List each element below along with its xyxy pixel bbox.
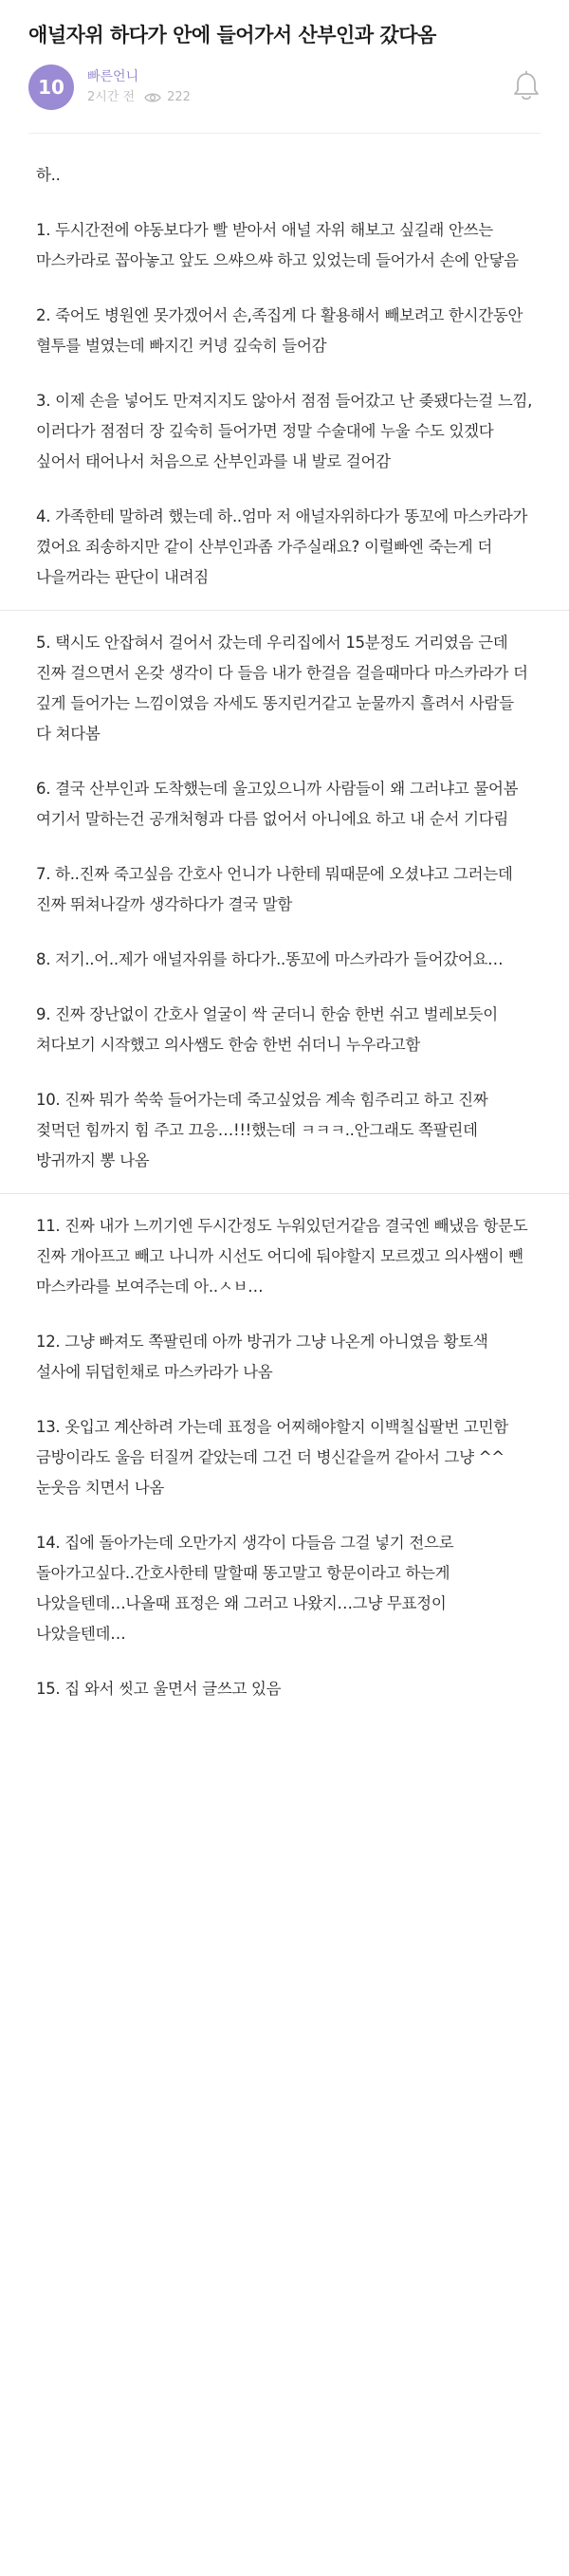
paragraph: 8. 저기..어..제가 애널자위를 하다가..똥꼬에 마스카라가 들어갔어요… [36,950,504,968]
paragraph: 하.. [36,166,61,184]
eye-icon [144,92,161,103]
paragraph: 11. 진짜 내가 느끼기엔 두시간정도 누워있던거같음 결국엔 빼냈음 항문도 진짜 개아프고 빼고 나니까 시선도 어디에 둬야할지 모르겠고 의사쌤이 뺀 마스카라를 보여주는데 아..ㅅㅂ… [36,1217,528,1296]
author-info [87,67,191,107]
view-count: 222 [167,90,191,104]
section-divider [0,1193,569,1194]
post-time: 2시간 전 [87,90,136,104]
paragraph: 9. 진짜 장난없이 간호사 얼굴이 싹 굳더니 한숨 한번 쉬고 벌레보듯이 쳐다보기 시작했고 의사쌤도 한숨 한번 쉬더니 누우라고함 [36,1005,498,1054]
author-name[interactable]: 빠른언니 [87,69,139,84]
paragraph: 14. 집에 돌아가는데 오만가지 생각이 다들음 그걸 넣기 전으로 돌아가고싶다..간호사한테 말할때 똥고말고 항문이라고 하는게 나았을텐데…나올때 표정은 왜 그러고 나왔지…그냥 무표정이 나았을텐데… [36,1534,454,1643]
post-stats [87,88,191,107]
post-meta [28,63,541,112]
paragraph: 15. 집 와서 씻고 울면서 글쓰고 있음 [36,1680,282,1698]
paragraph: 12. 그냥 빠져도 쪽팔린데 아까 방귀가 그냥 나온게 아니였음 황토색 설사에 뒤덥힌채로 마스카라가 나옴 [36,1333,488,1381]
paragraph: 6. 결국 산부인과 도착했는데 울고있으니까 사람들이 왜 그러냐고 물어봄 여기서 말하는건 공개처형과 다름 없어서 아니에요 하고 내 순서 기다림 [36,780,519,828]
paragraph: 5. 택시도 안잡혀서 걸어서 갔는데 우리집에서 15분정도 거리였음 근데 진짜 걸으면서 온갖 생각이 다 들음 내가 한걸음 걸을때마다 마스카라가 더 깊게 들어가는 느낌이였음 자세도 똥지린거같고 눈물까지 흘려서 사람들 다 쳐다봄 [36,634,528,743]
paragraph: 1. 두시간전에 야동보다가 빨 받아서 애널 자위 해보고 싶길래 안쓰는 마스카라로 꼽아놓고 앞도 으쌰으쌰 하고 있었는데 들어가서 손에 안닿음 [36,221,519,269]
paragraph: 4. 가족한테 말하려 했는데 하..엄마 저 애널자위하다가 똥꼬에 마스카라가 꼈어요 죄송하지만 같이 산부인과좀 가주실래요? 이럴빠엔 죽는게 더 나을꺼라는 판단이 내려짐 [36,507,528,586]
paragraph: 13. 옷입고 계산하려 가는데 표정을 어찌해야할지 이백칠십팔번 고민함 금방이라도 울음 터질꺼 같았는데 그건 더 병신같을꺼 같아서 그냥 ^^ 눈웃음 치면서 나옴 [36,1418,508,1497]
post-body [0,134,569,1704]
bell-icon[interactable] [512,70,541,102]
post-header [0,0,569,134]
paragraph: 7. 하..진짜 죽고싶음 간호사 언니가 나한테 뭐때문에 오셨냐고 그러는데 진짜 뛰쳐나갈까 생각하다가 결국 말함 [36,865,513,913]
paragraph: 2. 죽어도 병원엔 못가겠어서 손,족집게 다 활용해서 빼보려고 한시간동안 혈투를 벌였는데 빠지긴 커녕 깊숙히 들어감 [36,306,523,355]
avatar[interactable]: 10 [28,64,74,110]
paragraph: 10. 진짜 뭐가 쑥쑥 들어가는데 죽고싶었음 계속 힘주리고 하고 진짜 젖먹던 힘까지 힘 주고 끄응…!!!했는데 ㅋㅋㅋ..안그래도 쪽팔린데 방귀까지 뽕 나옴 [36,1091,488,1169]
paragraph: 3. 이제 손을 넣어도 만져지지도 않아서 점점 들어갔고 난 좆됐다는걸 느낌, 이러다가 점점더 장 깊숙히 들어가면 정말 수술대에 누울 수도 있겠다 싶어서 태어나서 처음으로 산부인과를 내 발로 걸어감 [36,392,533,470]
post-title: 애널자위 하다가 안에 들어가서 산부인과 갔다옴 [28,24,436,46]
section-divider [0,610,569,611]
